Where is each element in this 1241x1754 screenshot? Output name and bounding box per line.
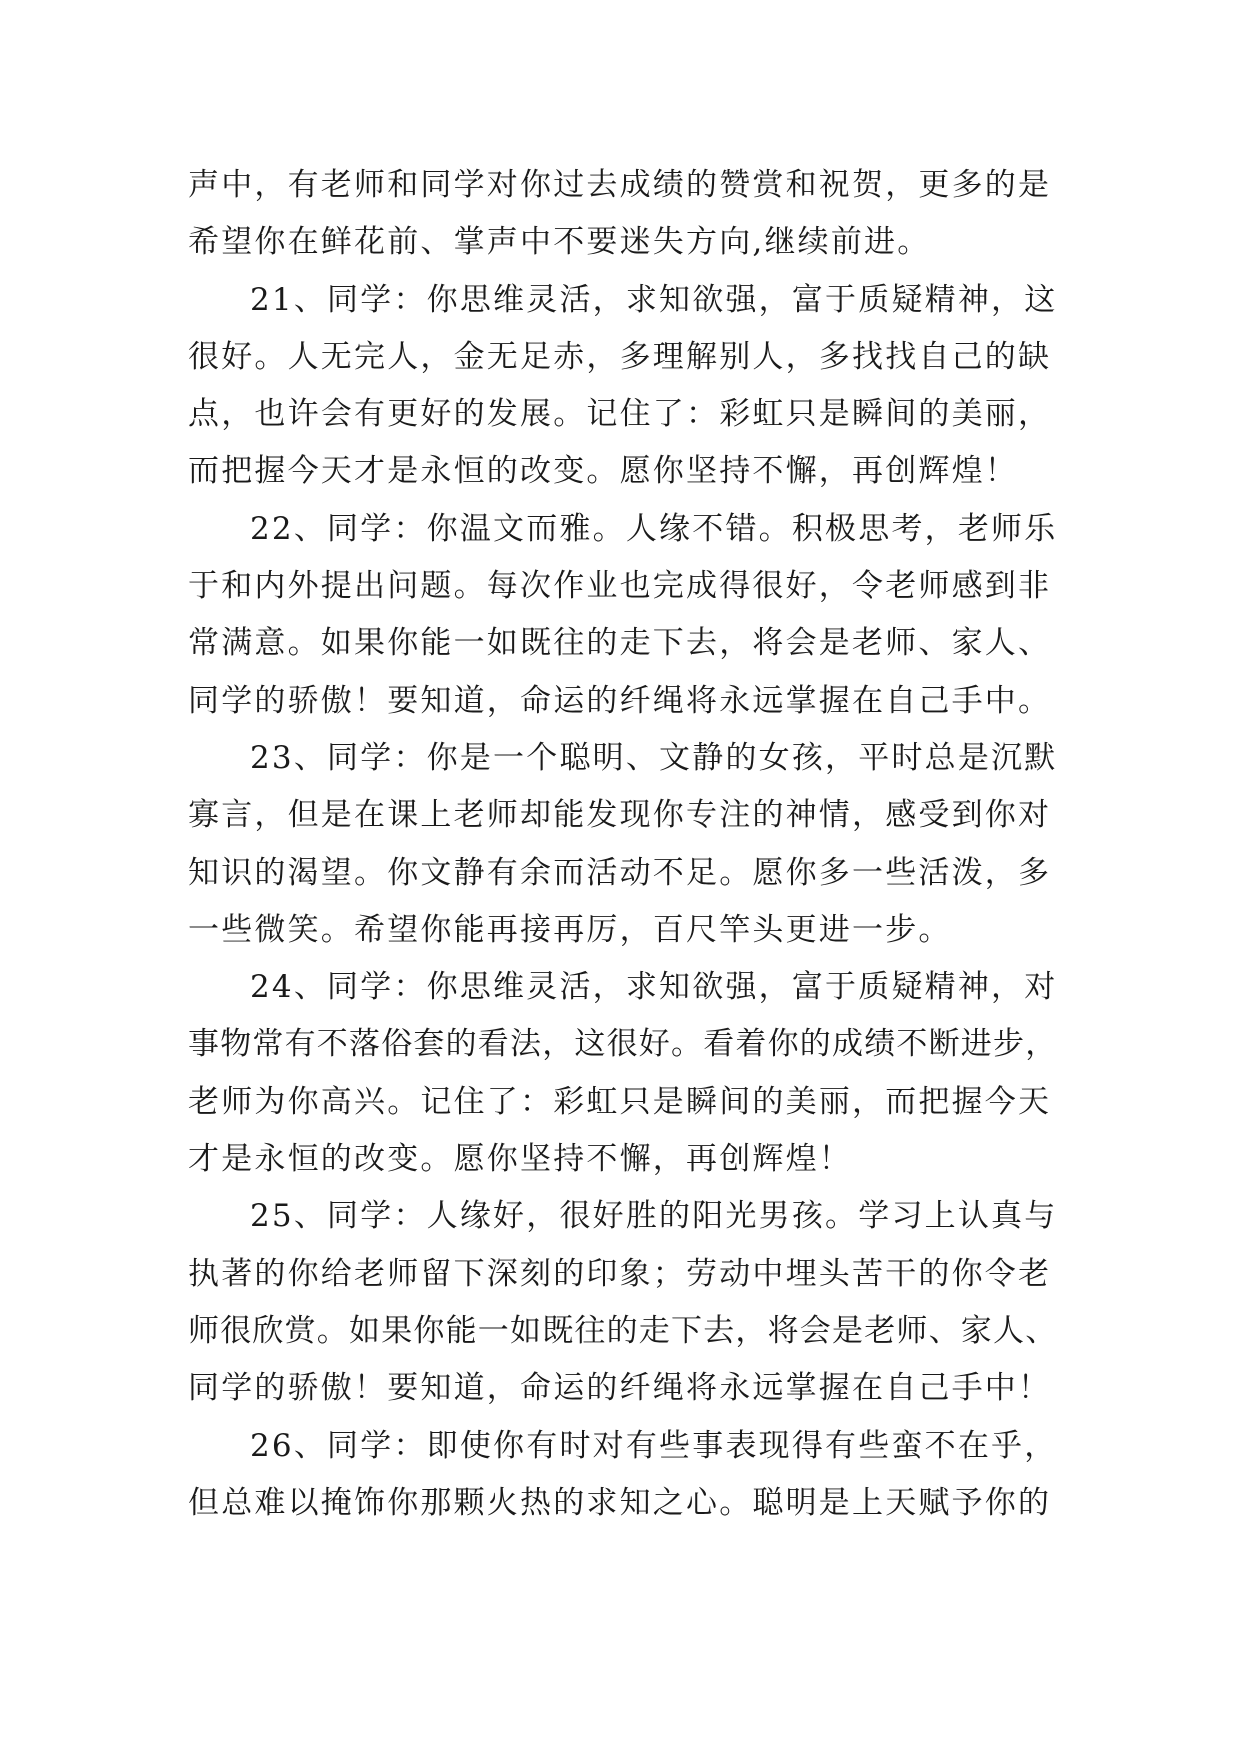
text-line: 老师为你高兴。记住了：彩虹只是瞬间的美丽，而把握今天 [188, 1083, 1052, 1120]
paragraph-start-22: 22、同学：你温文而雅。人缘不错。积极思考，老师乐 [250, 510, 1058, 547]
text-line: 于和内外提出问题。每次作业也完成得很好，令老师感到非 [188, 568, 1052, 605]
text-line: 知识的渴望。你文静有余而活动不足。愿你多一些活泼，多 [188, 854, 1052, 891]
text-line: 同学的骄傲！要知道，命运的纤绳将永远掌握在自己手中！ [188, 1370, 1052, 1407]
text-line: 同学的骄傲！要知道，命运的纤绳将永远掌握在自己手中。 [188, 682, 1052, 719]
text-line: 执著的你给老师留下深刻的印象；劳动中埋头苦干的你令老 [188, 1255, 1052, 1292]
paragraph-start-26: 26、同学：即使你有时对有些事表现得有些蛮不在乎， [250, 1427, 1058, 1464]
text-line: 才是永恒的改变。愿你坚持不懈，再创辉煌！ [188, 1141, 852, 1178]
text-line: 但总难以掩饰你那颗火热的求知之心。聪明是上天赋予你的 [188, 1484, 1052, 1521]
paragraph-start-23: 23、同学：你是一个聪明、文静的女孩，平时总是沉默 [250, 739, 1058, 776]
paragraph-start-25: 25、同学：人缘好，很好胜的阳光男孩。学习上认真与 [250, 1198, 1058, 1235]
text-line: 很好。人无完人，金无足赤，多理解别人，多找找自己的缺 [188, 338, 1052, 375]
text-line: 寡言，但是在课上老师却能发现你专注的神情，感受到你对 [188, 797, 1052, 834]
text-line: 声中，有老师和同学对你过去成绩的赞赏和祝贺，更多的是 [188, 167, 1052, 203]
text-line: 一些微笑。希望你能再接再厉，百尺竿头更进一步。 [188, 911, 952, 948]
paragraph-start-24: 24、同学：你思维灵活，求知欲强，富于质疑精神，对 [250, 969, 1058, 1006]
text-line: 常满意。如果你能一如既往的走下去，将会是老师、家人、 [188, 625, 1052, 662]
document-body [188, 157, 1068, 1532]
text-line: 师很欣赏。如果你能一如既往的走下去，将会是老师、家人、 [188, 1312, 1058, 1349]
text-line: 而把握今天才是永恒的改变。愿你坚持不懈，再创辉煌！ [188, 453, 1018, 490]
paragraph-start-21: 21、同学：你思维灵活，求知欲强，富于质疑精神，这 [250, 281, 1058, 318]
text-line: 希望你在鲜花前、掌声中不要迷失方向,继续前进。 [188, 224, 931, 261]
text-line: 事物常有不落俗套的看法，这很好。看着你的成绩不断进步， [188, 1026, 1058, 1063]
text-line: 点，也许会有更好的发展。记住了：彩虹只是瞬间的美丽， [188, 396, 1052, 433]
